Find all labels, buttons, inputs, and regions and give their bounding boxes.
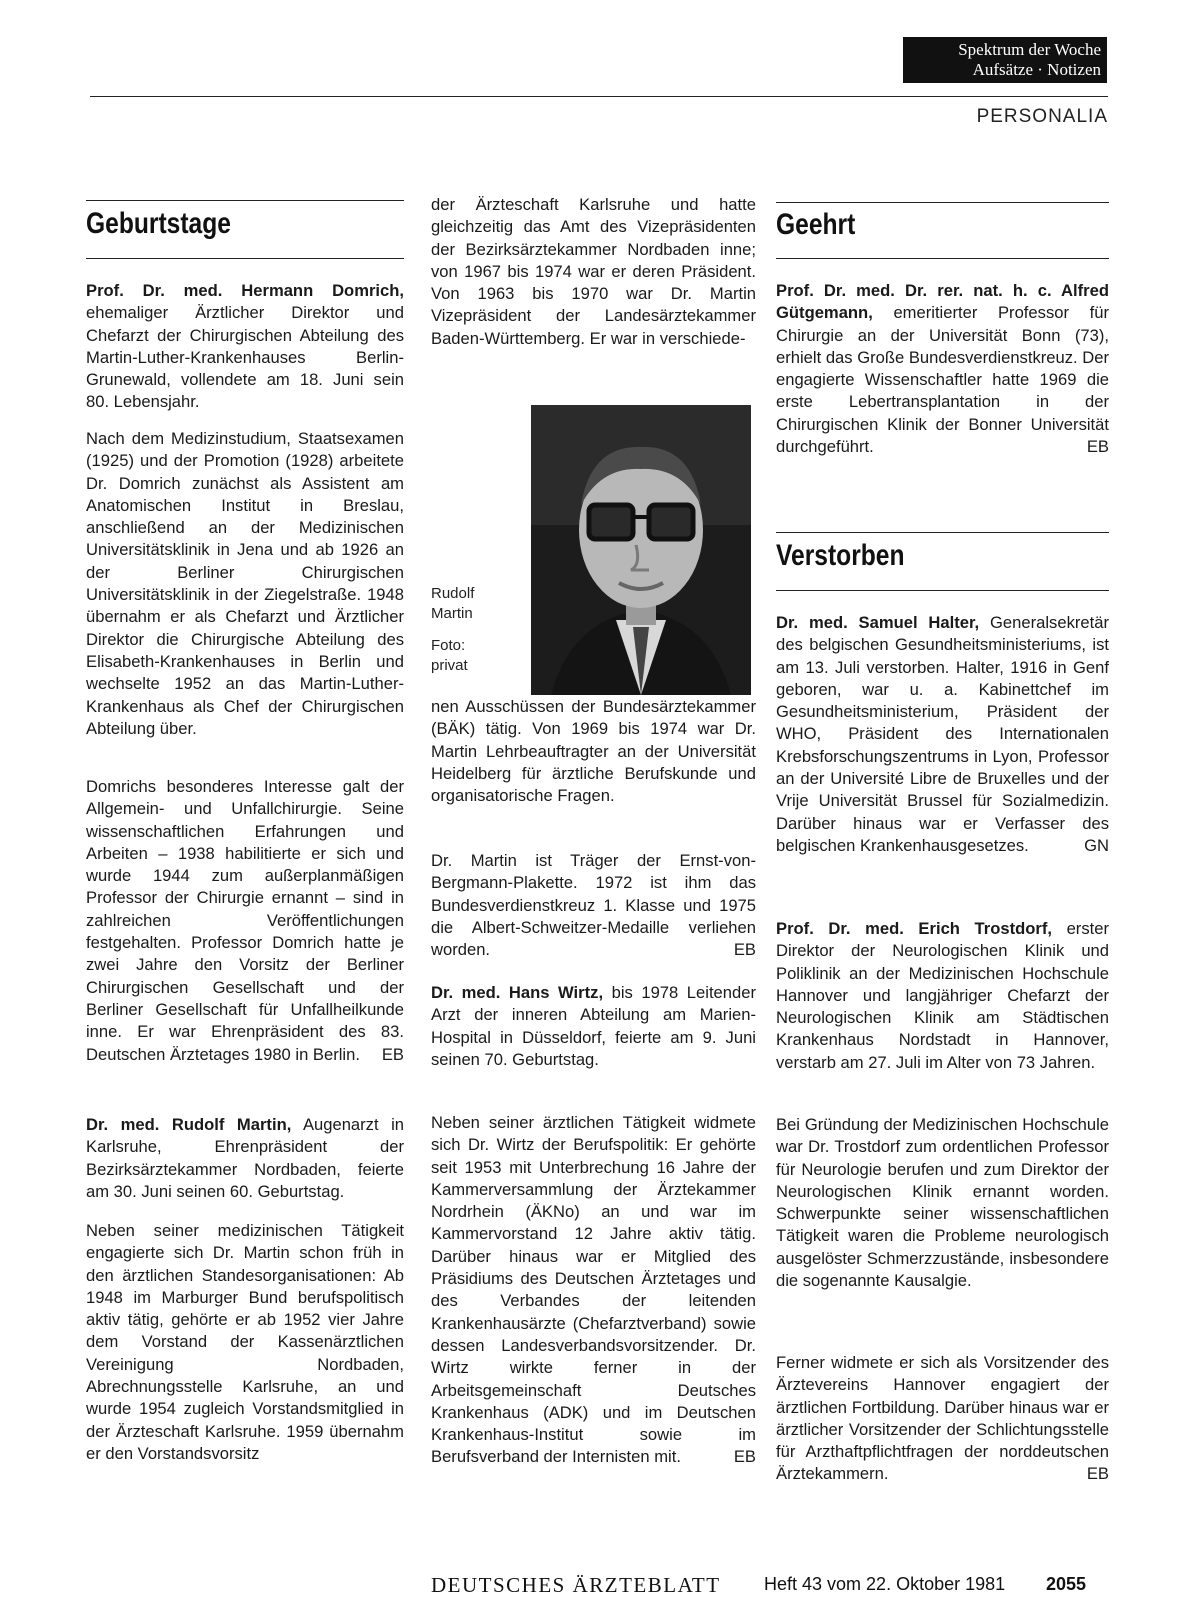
heading-deceased: Verstorben [776,539,905,572]
rule-honored-top [776,202,1109,203]
section-label: PERSONALIA [976,106,1108,127]
trostdorf-text-2: Bei Gründung der Medizinischen Hochschule war Dr. Trostdorf zum ordentlichen Professor für Neurologie berufen und zum Direktor der Neurologischen Klinik ernannt worden. Schwerpunkte seiner wissenschaftlichen Tätigkeit waren die Probleme neurologisch ausgelöster Schmerzzustände, insbesondere die sogenannte Kausalgie. [776,1115,1109,1291]
author-signature: GN [1084,835,1109,855]
person-name-guetgemann: Prof. Dr. med. Dr. rer. nat. h. c. Alfred Gütgemann, [776,281,1109,323]
article-trostdorf-career [776,1114,1109,1292]
article-martin-career [86,1220,404,1465]
author-signature: EB [1086,1464,1109,1484]
trostdorf-text-1: erster Direktor der Neurologischen Klinik und Poliklinik an der Medizinischen Hochschule Hannover und langjähriger Chefarzt der Neurologischen Klinik am Städtischen Krankenhaus Nordstadt in Hannover, verstarb am 27. Juli im Alter von 73 Jahren. [776,919,1109,1072]
issue-info: Heft 43 vom 22. Oktober 1981 [764,1574,1006,1594]
person-name-trostdorf: Prof. Dr. med. Erich Trostdorf, [776,919,1052,938]
author-signature: EB [733,940,756,960]
badge-line-1: Spektrum der Woche [958,40,1101,59]
author-signature: EB [1086,437,1109,457]
article-wirtz-career [431,1112,756,1469]
author-signature: EB [381,1044,404,1064]
wirtz-text-1: bis 1978 Leitender Arzt der inneren Abteilung am Marien-Hospital in Düsseldorf, feierte am 9. Juni seinen 70. Geburtstag. [431,983,756,1069]
article-domrich-career [86,428,404,740]
caption-credit-line-2: privat [431,657,468,674]
person-name-domrich: Prof. Dr. med. Hermann Domrich, [86,281,404,300]
rule-birthdays-top [86,200,404,201]
heading-honored: Geehrt [776,208,856,241]
caption-credit-line-1: Foto: [431,637,466,654]
person-name-wirtz: Dr. med. Hans Wirtz, [431,983,604,1002]
domrich-text-1: ehemaliger Ärztlicher Direktor und Chefarzt der Chirurgischen Abteilung des Martin-Luther-Krankenhauses Berlin-Grunewald, vollendete am 18. Juni sein 80. Lebensjahr. [86,303,404,412]
martin-text-2-cont: der Ärzteschaft Karlsruhe und hatte gleichzeitig das Amt des Vizepräsidenten der Bezirksärztekammer Nordbaden inne; von 1967 bis 1974 war er deren Präsident. Von 1963 bis 1970 war Dr. Martin Vizepräsident der Landesärztekammer Baden-Württemberg. Er war in verschiede- [431,195,756,348]
article-domrich-interests [86,776,404,1066]
trostdorf-text-3: Ferner widmete er sich als Vorsitzender des Ärztevereins Hannover engagiert der ärztlichen Fortbildung. Darüber hinaus war er ärztlicher Vorsitzender der Schlichtungsstelle für Arzthaftpflichtfragen der norddeutschen Ärztekammern. [776,1353,1109,1484]
portrait-photo [531,405,751,695]
wirtz-text-2: Neben seiner ärztlichen Tätigkeit widmete sich Dr. Wirtz der Berufspolitik: Er gehörte seit 1953 mit Unterbrechung 16 Jahre der Kammerversammlung der Ärztekammer Nordrhein (ÄKNo) an und war im Kammervorstand 12 Jahre aktiv tätig. Darüber hinaus war er Mitglied des Präsidiums des Deutschen Ärztetages und des Verbandes der leitenden Krankenhausärzte (Chefarztverband) sowie dessen Landesverbandsvorsitzender. Dr. Wirtz wirkte ferner in der Arbeitsgemeinschaft Deutsches Krankenhaus (ADK) und im Deutschen Krankenhaus-Institut sowie im Berufsverband der Internisten mit. [431,1113,756,1467]
badge-line-2: Aufsätze · Notizen [972,60,1101,79]
domrich-text-2: Nach dem Medizinstudium, Staatsexamen (1925) und der Promotion (1928) arbeitete Dr. Domrich zunächst als Assistent am Anatomischen Institut in Breslau, anschließend an der Medizinischen Universitätsklinik in Jena und ab 1926 an der Berliner Chirurgischen Universitätsklinik in der Ziegelstraße. 1948 übernahm er als Chefarzt und Ärztlicher Direktor die Chirurgische Abteilung des Elisabeth-Krankenhauses in Berlin und wechselte 1952 an das Martin-Luther-Krankenhaus als Chef der Chirurgischen Abteilung über. [86,429,404,738]
martin-text-1: Augenarzt in Karlsruhe, Ehrenpräsident der Bezirksärztekammer Nordbaden, feierte am 30. Juni seinen 60. Geburtstag. [86,1115,405,1201]
article-martin-career-continued-2 [431,696,756,807]
martin-text-2-cont2: nen Ausschüssen der Bundesärztekammer (BÄK) tätig. Von 1969 bis 1974 war Dr. Martin Lehrbeauftragter an der Universität Heidelberg für ärztliche Berufskunde und organisatorische Fragen. [431,697,756,806]
article-guetgemann [776,280,1109,458]
caption-name-line-2: Martin [431,605,473,622]
article-martin-intro [86,1114,404,1203]
person-name-halter: Dr. med. Samuel Halter, [776,613,980,632]
domrich-text-3: Domrichs besonderes Interesse galt der Allgemein- und Unfallchirurgie. Seine wissenschaftlichen Erfahrungen und Arbeiten – 1938 habilitierte er sich und wurde 1944 zum außerplanmäßigen Professor der Chirurgie ernannt – sind in zahlreichen Veröffentlichungen festgehalten. Professor Domrich hatte je zwei Jahre den Vorsitz der Berliner Chirurgischen Gesellschaft und der Berliner Gesellschaft für Unfallheilkunde inne. Er war Ehrenpräsident des 83. Deutschen Ärztetages 1980 in Berlin. [86,777,404,1064]
article-martin-awards [431,850,756,961]
heading-birthdays: Geburtstage [86,207,231,240]
author-signature: EB [733,1447,756,1467]
halter-text-1: Generalsekretär des belgischen Gesundheitsministeriums, ist am 13. Juli verstorben. Halter, 1916 in Genf geboren, war u. a. Kabinettchef im Gesundheitsministerium, Präsident der WHO, Präsident des Internationalen Krebsforschungszentrums in Lyon, Professor an der Université Libre de Bruxelles und der Vrije Universität Brussel für Sozialmedizin. Darüber hinaus war er Verfasser des belgischen Krankenhausgesetzes. [776,613,1109,855]
article-martin-career-continued [431,194,756,350]
photo-caption-name [431,584,474,624]
rule-birthdays-bottom [86,258,404,259]
rule-deceased-bottom [776,590,1109,591]
article-wirtz-intro [431,982,756,1071]
guetgemann-text-1: emeritierter Professor für Chirurgie an der Universität Bonn (73), erhielt das Große Bundesverdienstkreuz. Der engagierte Wissenschaftler hatte 1969 die erste Lebertransplantation in der Chirurgischen Klinik der Bonner Universität durchgeführt. [776,303,1109,457]
martin-text-2: Neben seiner medizinischen Tätigkeit engagierte sich Dr. Martin schon früh in den ärztlichen Standesorganisationen: Ab 1948 im Marburger Bund berufspolitisch aktiv tätig, gehörte er ab 1952 vier Jahre dem Vorstand der Kassenärztlichen Vereinigung Nordbaden, Abrechnungsstelle Karlsruhe, an und wurde 1954 zugleich Vorstandsmitglied in der Ärzteschaft Karlsruhe. 1959 übernahm er den Vorstandsvorsitz [86,1221,404,1463]
portrait-rudolf-martin [531,405,751,695]
article-trostdorf-intro [776,918,1109,1074]
person-name-martin: Dr. med. Rudolf Martin, [86,1115,292,1134]
article-domrich-intro [86,280,404,414]
martin-text-3: Dr. Martin ist Träger der Ernst-von-Bergmann-Plakette. 1972 ist ihm das Bundesverdienstkreuz 1. Klasse und 1975 die Albert-Schweitzer-Medaille verliehen worden. [431,851,756,960]
header-rule [90,96,1108,97]
magazine-name: DEUTSCHES ÄRZTEBLATT [431,1573,721,1597]
rule-honored-bottom [776,258,1109,259]
section-badge [903,37,1107,83]
article-trostdorf-association [776,1352,1109,1486]
photo-caption-credit [431,636,468,676]
article-halter [776,612,1109,857]
rule-deceased-top [776,532,1109,533]
page-number: 2055 [1046,1574,1087,1594]
caption-name-line-1: Rudolf [431,585,475,602]
